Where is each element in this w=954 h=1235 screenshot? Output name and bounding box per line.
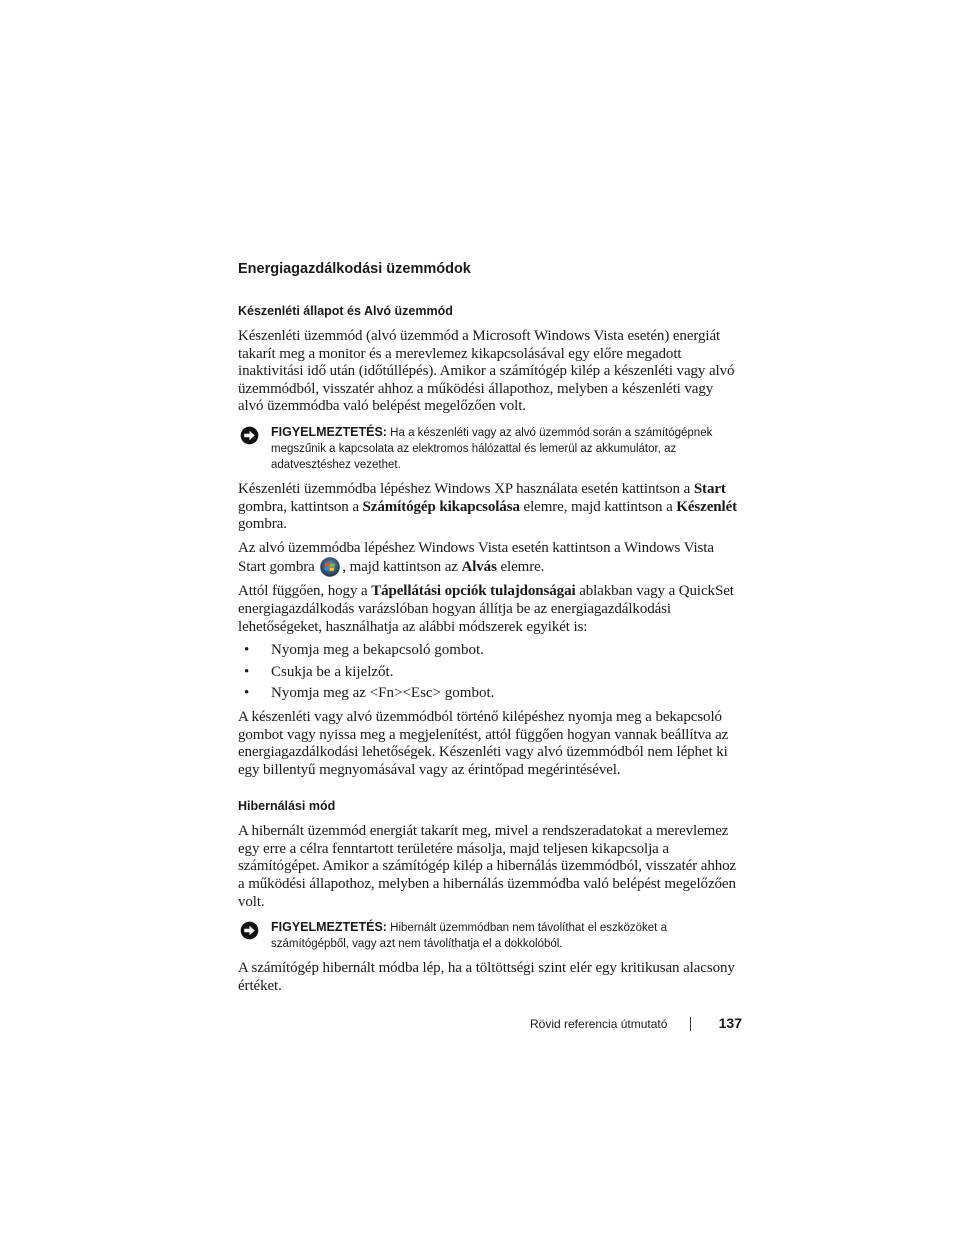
warning-text: Ha a készenléti vagy az alvó üzemmód során a számítógépnek megszűnik a kapcsolata az elektromos hálózattal és lemerül az akkumulátor, az adatvesztéshez vezethet. <box>271 426 713 471</box>
section-title-hibernate: Hibernálási mód <box>238 799 336 814</box>
list-item-text: Nyomja meg a bekapcsoló gombot. <box>271 642 484 659</box>
paragraph-hibernate-intro: A hibernált üzemmód energiát takarít meg, mivel a rendszeradatokat a merevlemez egy erre a célra fenntartott területére másolja, majd teljesen kikapcsolja a számítógépet. Amikor a számítógép kilép a hibernálás üzemmódból, visszatér ahhoz a működési állapothoz, melyben a hibernálás üzemmódba való belépést megelőzően volt. <box>238 823 737 910</box>
list-item <box>238 664 738 682</box>
warning-notice-hibernate <box>238 919 738 952</box>
list-item <box>238 642 738 660</box>
bullet-mark: • <box>244 685 250 702</box>
text-run: elemre, majd kattintson a <box>519 498 677 515</box>
page-content <box>238 258 738 1001</box>
page-number: 137 <box>718 1015 742 1031</box>
warning-text: Hibernált üzemmódban nem távolíthat el eszközöket a számítógépből, vagy azt nem távolíthatja el a dokkolóból. <box>271 922 667 951</box>
footer-title: Rövid referencia útmutató <box>530 1017 668 1031</box>
paragraph-power-options <box>238 583 738 636</box>
ui-term-power-options: Tápellátási opciók tulajdonságai <box>371 583 576 600</box>
windows-start-icon <box>319 557 341 577</box>
warning-label: FIGYELMEZTETÉS: <box>271 920 387 935</box>
text-run: Attól függően, hogy a <box>238 583 372 600</box>
ui-term-shutdown: Számítógép kikapcsolása <box>362 498 520 515</box>
list-item-text: Nyomja meg az <Fn><Esc> gombot. <box>271 685 495 702</box>
ui-term-start: Start <box>693 480 726 497</box>
paragraph-hibernate-critical: A számítógép hibernált módba lép, ha a töltöttségi szint elér egy kritikusan alacsony értéket. <box>238 960 735 994</box>
page-footer <box>530 1015 742 1035</box>
page-title: Energiagazdálkodási üzemmódok <box>238 261 471 277</box>
warning-label: FIGYELMEZTETÉS: <box>271 424 387 439</box>
text-run: Az alvó üzemmódba lépéshez Windows Vista esetén kattintson a Windows Vista Start gombra <box>238 539 714 576</box>
paragraph-vista-sleep <box>238 540 738 578</box>
text-run: elemre. <box>496 559 545 576</box>
paragraph-exit-standby: A készenléti vagy alvó üzemmódból történő kilépéshez nyomja meg a bekapcsoló gombot vagy nyissa meg a megjelenítést, attól függően hogyan vannak beállítva az energiagazdálkodási lehetőségek. Készenléti vagy alvó üzemmódból nem léphet ki egy billentyű megnyomásával vagy az érintőpad megérintésével. <box>238 708 729 778</box>
warning-notice-standby <box>238 424 738 473</box>
section-title-standby: Készenléti állapot és Alvó üzemmód <box>238 304 453 318</box>
bullet-mark: • <box>244 663 250 680</box>
list-item <box>238 685 738 703</box>
warning-arrow-icon <box>240 921 259 940</box>
paragraph-xp-standby <box>238 481 738 534</box>
ui-term-sleep: Alvás <box>461 559 497 576</box>
footer-separator <box>690 1017 691 1031</box>
list-item-text: Csukja be a kijelzőt. <box>271 663 394 680</box>
text-run: , majd kattintson az <box>342 559 462 576</box>
text-run: Készenléti üzemmódba lépéshez Windows XP használata esetén kattintson a <box>238 480 694 497</box>
warning-arrow-icon <box>240 426 259 445</box>
text-run: gombra. <box>238 516 287 533</box>
method-list <box>238 642 738 703</box>
ui-term-standby: Készenlét <box>676 498 738 515</box>
text-run: gombra, kattintson a <box>238 498 363 515</box>
bullet-mark: • <box>244 642 250 659</box>
section-hibernate <box>238 797 738 995</box>
paragraph-standby-intro: Készenléti üzemmód (alvó üzemmód a Microsoft Windows Vista esetén) energiát takarít meg a monitor és a merevlemez kikapcsolásával egy előre megadott inaktivitási idő után (időtúllépés). Amikor a számítógép kilép a készenléti vagy alvó üzemmódból, visszatér ahhoz a működési állapothoz, melyben a készenléti vagy alvó üzemmódba való belépést megelőzően volt. <box>238 328 735 415</box>
text-run: ablakban vagy a QuickSet energiagazdálkodás varázslóban hogyan állítja be az energiagazdálkodási lehetőségeket, használhatja az alábbi módszerek egyikét is: <box>238 583 734 635</box>
